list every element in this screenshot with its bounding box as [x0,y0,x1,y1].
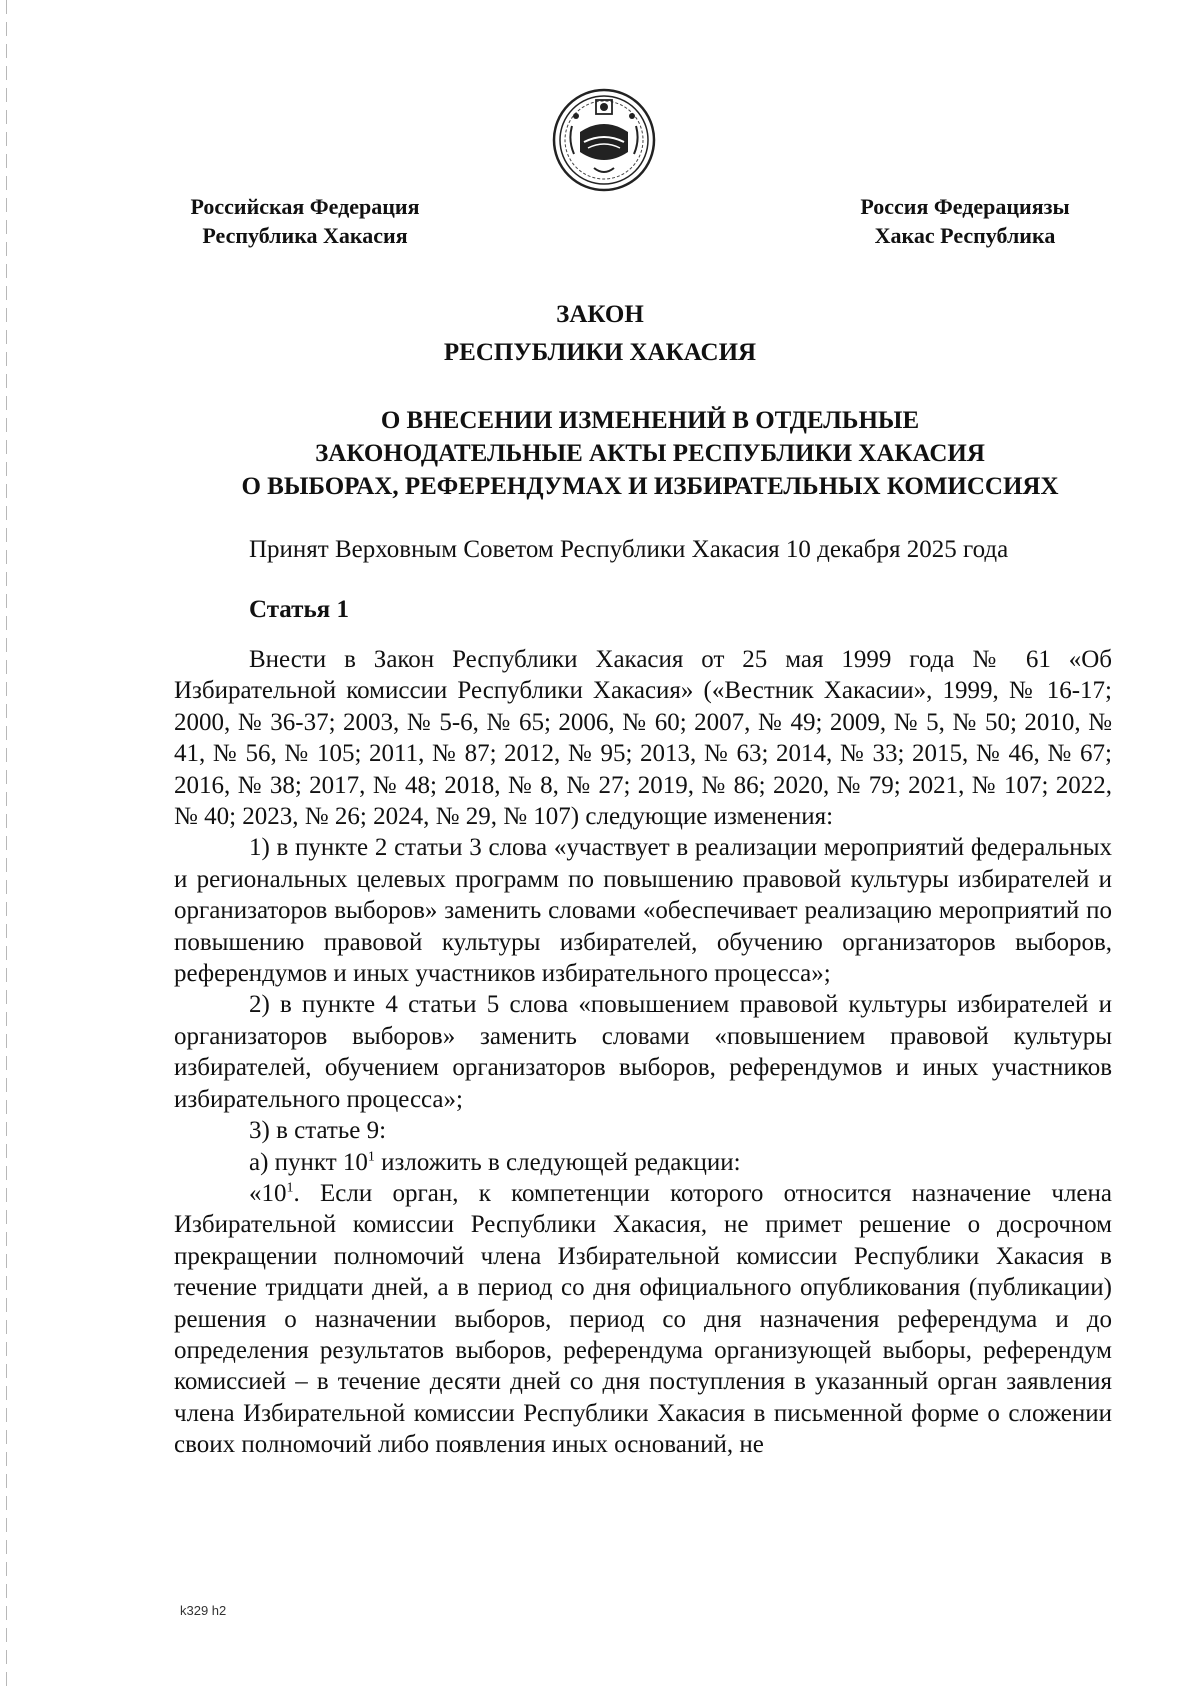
amendment-item-2: 2) в пункте 4 статьи 5 слова «повышением правовой культуры избирателей и организаторов выборов» заменить словами «повышением правовой культуры избирателей, обучением организаторов выборов, референдумов и иных участников избирательного процесса»; [174,991,1112,1113]
item-3a-text-before: а) пункт 10 [249,1148,368,1176]
law-title-line2: ЗАКОНОДАТЕЛЬНЫЕ АКТЫ РЕСПУБЛИКИ ХАКАСИЯ [315,440,985,467]
law-type-line2: РЕСПУБЛИКИ ХАКАСИЯ [443,339,757,366]
adoption-note: Принят Верховным Советом Республики Хакасия 10 декабря 2025 года [249,536,1009,563]
law-title [170,404,1130,503]
header-right-line1: Россия Федерациязы [860,194,1070,219]
law-type-heading [0,296,1200,372]
header-left-line2: Республика Хакасия [202,223,408,248]
amendment-item-3: 3) в статье 9: [249,1117,387,1145]
article-intro-paragraph: Внести в Закон Республики Хакасия от 25 мая 1999 года № 61 «Об Избирательной комиссии Республики Хакасия» («Вестник Хакасии», 1999, № 16-17; 2000, № 36-37; 2003, № 5-6, № 65; 2006, № 60; 2007, № 49; 2009, № 5, № 50; 2010, № 41, № 56, № 105; 2011, № 87; 2012, № 95; 2013, № 63; 2014, № 33; 2015, № 46, № 67; 2016, № 38; 2017, № 48; 2018, № 8, № 27; 2019, № 86; 2020, № 79; 2021, № 107; 2022, № 40; 2023, № 26; 2024, № 29, № 107) следующие изменения: [174,646,1112,831]
law-title-line3: О ВЫБОРАХ, РЕФЕРЕНДУМАХ И ИЗБИРАТЕЛЬНЫХ КОМИССИЯХ [241,473,1059,500]
amendment-item-3a [174,1147,1112,1178]
coat-of-arms-emblem-icon [550,86,658,194]
header-left-line1: Российская Федерация [190,194,420,219]
item-3a-superscript: 1 [367,1149,375,1165]
quote-text-before: «10 [249,1179,287,1207]
scan-edge-line [6,0,7,1686]
article-body [174,644,1112,1461]
header-russian-federation [170,192,440,250]
document-code: k329 h2 [180,1603,227,1618]
quote-text-after: . Если орган, к компетенции которого относится назначение члена Избирательной комиссии Республики Хакасия, не примет решение о досрочном прекращении полномочий члена Избирательной комиссии Республики Хакасия в течение тридцати дней, а в период со дня официального опубликования (публикации) решения о назначении выборов, период со дня назначения референдума и до определения результатов выборов, референдума организующей выборы, референдум комиссией – в течение десяти дней со дня поступления в указанный орган заявления члена Избирательной комиссии Республики Хакасия в письменной форме о сложении своих полномочий либо появления иных оснований, не [174,1179,1112,1459]
item-3a-text-after: изложить в следующей редакции: [374,1148,741,1176]
header-khakas-republic [830,192,1100,250]
law-title-line1: О ВНЕСЕНИИ ИЗМЕНЕНИЙ В ОТДЕЛЬНЫЕ [380,407,920,434]
article-heading: Статья 1 [249,596,349,623]
amendment-item-1: 1) в пункте 2 статьи 3 слова «участвует в реализации мероприятий федеральных и региональных целевых программ по повышению правовой культуры избирателей и организаторов выборов» заменить словами «обеспечивает реализацию мероприятий по повышению правовой культуры избирателей, обучению организаторов выборов, референдумов и иных участников избирательного процесса»; [174,834,1112,988]
law-type-line1: ЗАКОН [556,301,644,328]
quote-superscript: 1 [286,1180,294,1196]
header-right-line2: Хакас Республика [874,223,1056,248]
quoted-new-wording [174,1178,1112,1461]
